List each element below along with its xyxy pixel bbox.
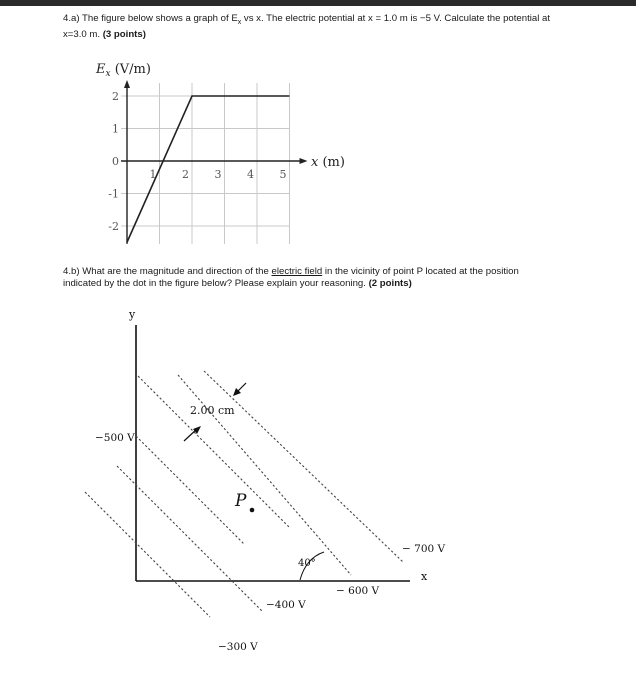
x-tick-label: 5 [279, 168, 287, 181]
x-tick-label: 4 [247, 168, 254, 181]
x-tick-label: 1 [149, 168, 157, 181]
y-tick-label: 2 [112, 90, 119, 103]
spacing-label: 2.00 cm [190, 404, 235, 417]
potential-label-300: −300 V [218, 641, 258, 653]
potential-label-700: − 700 V [402, 543, 446, 555]
y-axis-letter: y [129, 308, 136, 321]
x-tick-label: 3 [214, 168, 222, 181]
spacing-arrow-upper [233, 383, 246, 396]
x-axis-label: x (m) [311, 155, 345, 170]
point-p-label: P [235, 491, 247, 511]
x-tick-label: 2 [182, 168, 189, 181]
angle-label: 40° [298, 558, 316, 569]
spacing-arrow-lower [184, 426, 201, 441]
y-tick-label: 0 [112, 155, 119, 168]
potential-label-600: − 600 V [336, 585, 380, 597]
question-4a: 4.a) The figure below shows a graph of $E_x$ vs x. The electric potential at x = 1.0 m is −5 V. Calculate the potential at x=3.0 m. (3 points) [63, 13, 551, 40]
electric-field-link: electric field [271, 266, 323, 277]
point-p-dot [250, 508, 255, 513]
potential-label-400: −400 V [266, 599, 306, 611]
potential-label-500: −500 V [95, 432, 135, 444]
y-axis-label: $E_x$ (V/m) [96, 62, 151, 79]
y-tick-label: -2 [108, 220, 119, 233]
x-axis-letter: x [421, 570, 428, 583]
y-tick-label: 1 [112, 122, 119, 136]
y-tick-label: -1 [108, 187, 119, 201]
question-4b: 4.b) What are the magnitude and direction of the electric field in the vicinity of point P located at the position indicated by the dot in the figure below? Please explain your reasoning. (2 points) [63, 266, 519, 289]
